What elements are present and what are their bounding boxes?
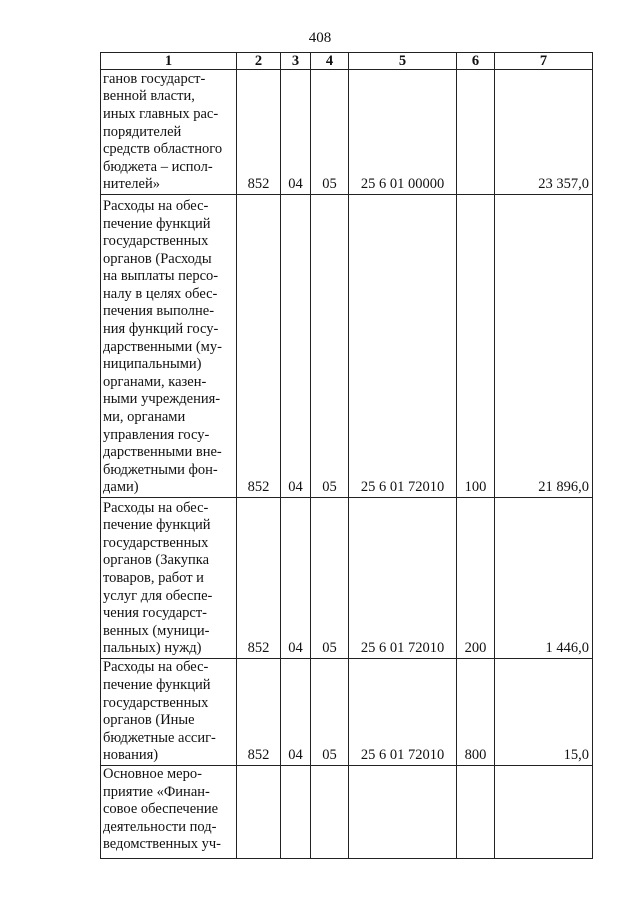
subsection-code: 05 <box>311 659 349 766</box>
section-code: 04 <box>281 70 311 195</box>
ministry-code: 852 <box>237 498 281 659</box>
section-code: 04 <box>281 498 311 659</box>
expense-type-code <box>457 766 495 859</box>
section-code: 04 <box>281 195 311 498</box>
row-description: Расходы на обес- печение функций государственных органов (Расходы на выплаты персо- налу в целях обес- печения выполне- ния функций госу- дарственными (му- ниципальными) органами, казен- ными учреждения- ми, органами управления госу- дарственными вне- бюджетными фон- дами) <box>101 195 237 498</box>
amount <box>495 766 593 859</box>
expense-type-code: 800 <box>457 659 495 766</box>
target-article-code: 25 6 01 72010 <box>349 195 457 498</box>
table-row <box>101 766 593 859</box>
target-article-code <box>349 766 457 859</box>
section-code <box>281 766 311 859</box>
table-header <box>101 53 593 70</box>
amount: 23 357,0 <box>495 70 593 195</box>
table-row <box>101 498 593 659</box>
table-row <box>101 70 593 195</box>
budget-table <box>100 52 593 859</box>
expense-type-code <box>457 70 495 195</box>
target-article-code: 25 6 01 00000 <box>349 70 457 195</box>
ministry-code: 852 <box>237 70 281 195</box>
subsection-code: 05 <box>311 195 349 498</box>
subsection-code: 05 <box>311 498 349 659</box>
target-article-code: 25 6 01 72010 <box>349 498 457 659</box>
subsection-code <box>311 766 349 859</box>
expense-type-code: 200 <box>457 498 495 659</box>
header-col-2: 2 <box>237 53 281 70</box>
header-col-1: 1 <box>101 53 237 70</box>
header-col-5: 5 <box>349 53 457 70</box>
amount: 21 896,0 <box>495 195 593 498</box>
table-row <box>101 195 593 498</box>
target-article-code: 25 6 01 72010 <box>349 659 457 766</box>
header-col-4: 4 <box>311 53 349 70</box>
header-col-3: 3 <box>281 53 311 70</box>
page-number: 408 <box>308 30 332 46</box>
row-description: Расходы на обес- печение функций государственных органов (Закупка товаров, работ и услуг для обеспе- чения государст- венных (муници- пальных) нужд) <box>101 498 237 659</box>
row-description: Расходы на обес- печение функций государственных органов (Иные бюджетные ассиг- нования) <box>101 659 237 766</box>
section-code: 04 <box>281 659 311 766</box>
ministry-code: 852 <box>237 195 281 498</box>
subsection-code: 05 <box>311 70 349 195</box>
expense-type-code: 100 <box>457 195 495 498</box>
header-col-7: 7 <box>495 53 593 70</box>
amount: 15,0 <box>495 659 593 766</box>
ministry-code <box>237 766 281 859</box>
table-row <box>101 659 593 766</box>
header-col-6: 6 <box>457 53 495 70</box>
row-description: Основное меро- приятие «Финан- совое обеспечение деятельности под- ведомственных уч- <box>101 766 237 859</box>
table-body <box>101 70 593 859</box>
row-description: ганов государст- венной власти, иных главных рас- порядителей средств областного бюджета – испол- нителей» <box>101 70 237 195</box>
header-row <box>101 53 593 70</box>
ministry-code: 852 <box>237 659 281 766</box>
amount: 1 446,0 <box>495 498 593 659</box>
